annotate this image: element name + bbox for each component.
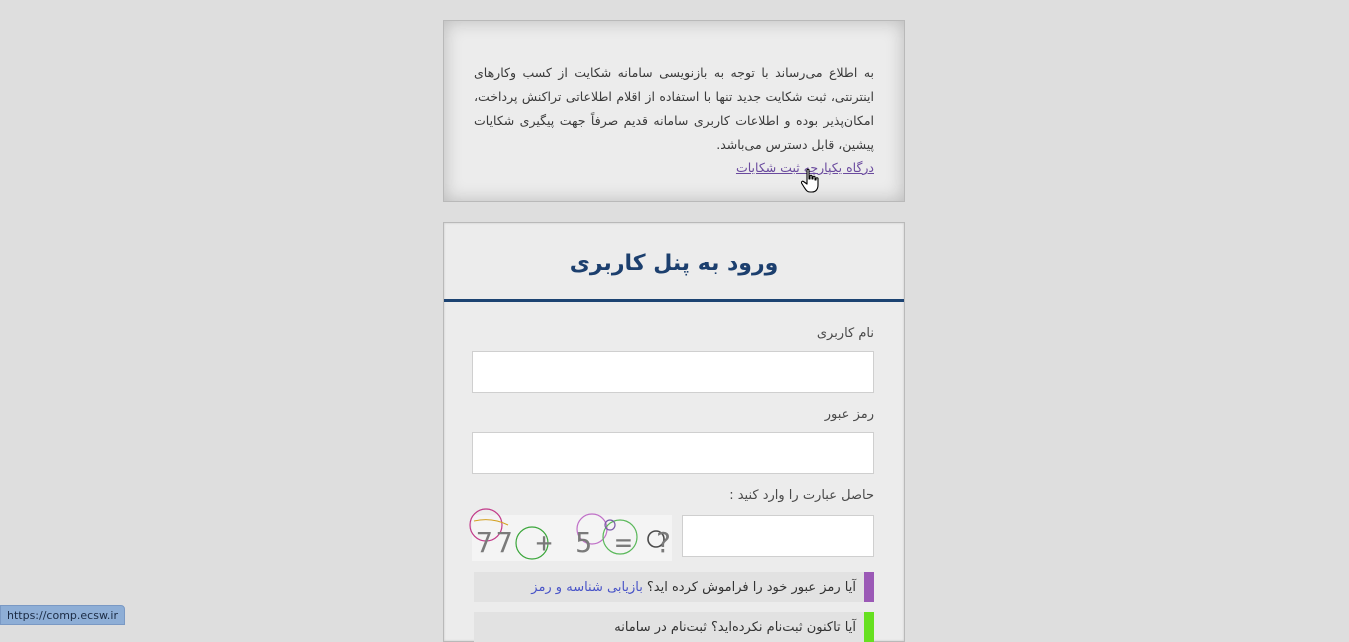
captcha-row [472, 515, 874, 561]
password-label: رمز عبور [824, 407, 874, 422]
login-form [444, 322, 904, 642]
complaint-portal-link[interactable]: درگاه یکپارچه ثبت شکایات [735, 160, 874, 175]
register-hint-row [474, 612, 874, 642]
register-hint-text[interactable]: آیا تاکنون ثبت‌نام نکرده‌اید؟ ثبت‌نام در سامانه [614, 619, 856, 635]
forgot-password-row [474, 572, 874, 602]
username-label: نام کاربری [816, 326, 874, 341]
browser-status-bar: https://comp.ecsw.ir [0, 605, 125, 625]
username-input[interactable] [472, 351, 874, 393]
forgot-password-text: آیا رمز عبور خود را فراموش کرده اید؟ [646, 579, 856, 595]
captcha-text: 77 + 5 = ? [476, 526, 675, 559]
password-input[interactable] [472, 432, 874, 474]
login-title: ورود به پنل کاربری [569, 250, 779, 276]
captcha-label: حاصل عبارت را وارد کنید : [729, 488, 874, 503]
notice-text: به اطلاع می‌رساند با توجه به بازنویسی سامانه شکایت از کسب وکارهای اینترنتی، ثبت شکایت جدید تنها با استفاده از اقلام اطلاعاتی تراکنش پرداخت، امکان‌پذیر بوده و اطلاعات کاربری سامانه قدیم صرفاً جهت پیگیری شکایات پیشین، قابل دسترس می‌باشد. [474, 65, 874, 152]
captcha-image [472, 515, 675, 561]
captcha-input[interactable] [682, 515, 874, 557]
hand-pointer-icon [800, 168, 822, 194]
recover-credentials-link[interactable]: بازیابی شناسه و رمز [531, 579, 643, 595]
notice-panel [443, 20, 905, 202]
login-header [444, 223, 904, 302]
login-panel [443, 222, 905, 642]
